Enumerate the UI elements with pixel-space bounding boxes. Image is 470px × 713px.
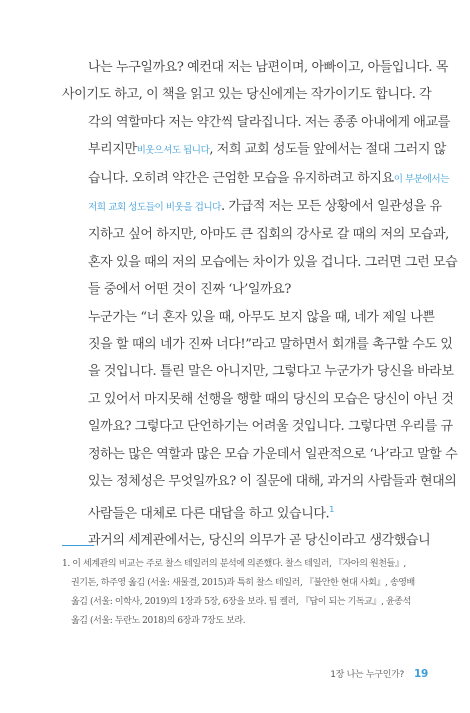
paragraph-2 <box>62 304 458 528</box>
text-line: 들 중에서 어떤 것이 진짜 ‘나’일까요? <box>88 282 291 298</box>
page-number: 19 <box>413 668 428 680</box>
body-text <box>62 54 458 555</box>
text-line: 짓을 할 때의 네가 진짜 너다!”라고 말하면서 회개를 촉구할 수도 있 <box>88 337 453 353</box>
text-line: 과거의 세계관에서는, 당신의 의무가 곧 당신이라고 생각했습니 <box>88 533 431 549</box>
text-line: 있는 정체성은 무엇일까요? 이 질문에 대해, 과거의 사람들과 현대의 <box>88 474 457 490</box>
text-line: 지하고 싶어 하지만, 아마도 큰 집회의 강사로 갈 때의 저의 모습과, <box>88 227 449 243</box>
footnote-line: 옮김 (서울: 두란노 2018)의 6장과 7장도 보라. <box>71 616 246 626</box>
text-line: 각의 역할마다 저는 약간씩 달라집니다. 저는 종종 아내에게 애교를 <box>88 114 450 130</box>
text-run: 습니다. 오히려 약간은 근엄한 모습을 유지하려고 하지요 <box>88 170 394 186</box>
footnote-line: 옮김 (서울: 이학사, 2019)의 1장과 5장, 6장을 보라. 팀 켈러, 『답이 되는 기독교』, 윤종석 <box>71 597 411 607</box>
text-line: 정하는 많은 역할과 많은 모습 가운데서 일관적으로 ‘나’라고 말할 수 <box>88 446 458 462</box>
text-line: 사이기도 하고, 이 책을 읽고 있는 당신에게는 작가이기도 합니다. 각 <box>62 87 432 103</box>
text-run: , 저희 교회 성도들 앞에서는 절대 그러지 않 <box>209 142 446 158</box>
text-run: 부리지만 <box>88 142 137 158</box>
text-line <box>62 193 442 221</box>
blue-aside-note: 저희 교회 성도들이 비웃을 겁니다 <box>88 202 221 214</box>
text-run: 사람들은 대체로 다른 대답을 하고 있습니다. <box>88 505 330 521</box>
text-line <box>62 165 449 193</box>
text-line <box>62 496 428 528</box>
running-footer <box>330 667 428 680</box>
footnote <box>62 555 428 631</box>
text-line: 혼자 있을 때의 저의 모습에는 차이가 있을 겁니다. 그러면 그런 모습 <box>88 254 458 270</box>
text-line: 일까요? 그렇다고 단언하기는 어려울 것입니다. 그렇다면 우리를 규 <box>88 419 453 435</box>
blue-aside-note: 비웃으셔도 됩니다 <box>136 145 210 157</box>
blue-aside-note: 이 부분에서는 <box>393 173 449 185</box>
paragraph-1 <box>62 54 458 304</box>
text-line: 고 있어서 마지못해 선행을 행할 때의 당신의 모습은 당신이 아닌 것 <box>88 391 454 407</box>
footnote-line: 1. 이 세계관의 비교는 주로 찰스 테일러의 분석에 의존했다. 찰스 테일러, 『자아의 원천들』, <box>62 559 406 569</box>
footnote-reference[interactable]: 1 <box>329 504 334 514</box>
text-line: 누군가는 “너 혼자 있을 때, 아무도 보지 않을 때, 네가 제일 나쁜 <box>88 309 435 325</box>
text-line: 나는 누구일까요? 예컨대 저는 남편이며, 아빠이고, 아들입니다. 목 <box>88 60 449 75</box>
paragraph-3 <box>62 527 431 554</box>
footnote-line: 권기돈, 하주영 옮김 (서울: 새물결, 2015)과 특히 찰스 테일러, 『불안한 현대 사회』, 송영배 <box>71 578 415 588</box>
text-line <box>62 136 446 164</box>
text-run: . 가급적 저는 모든 상황에서 일관성을 유 <box>220 199 442 215</box>
footnote-divider <box>62 545 94 546</box>
text-line: 을 것입니다. 틀린 말은 아니지만, 그렇다고 누군가가 당신을 바라보 <box>88 364 454 380</box>
chapter-title: 1장 나는 누구인가? <box>330 670 404 680</box>
